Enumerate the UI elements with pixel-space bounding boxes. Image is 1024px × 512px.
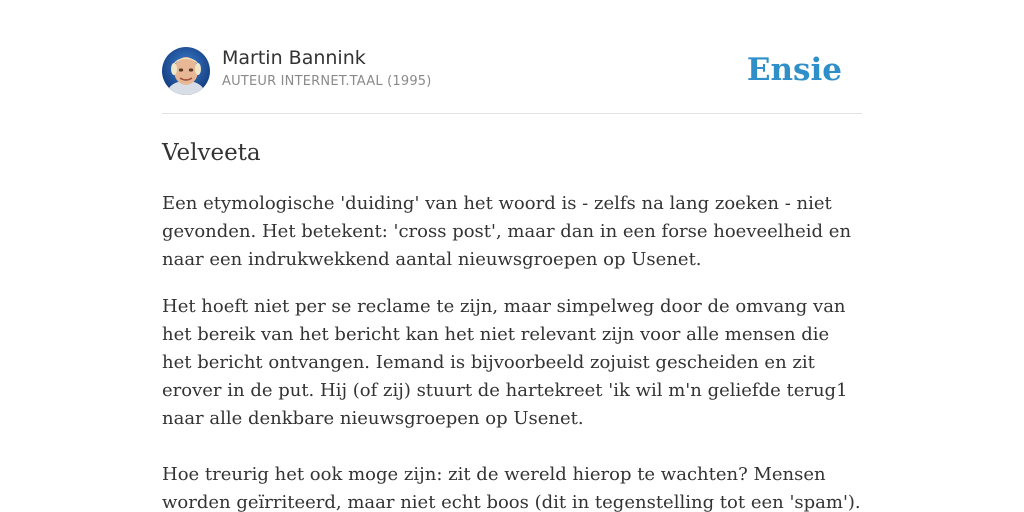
article-paragraph: Het hoeft niet per se reclame te zijn, maar simpelweg door de omvang van het bereik van het bericht kan het niet relevant zijn voor alle mensen die het bericht ontvangen. Iemand is bijvoorbeeld zojuist gescheiden en zit erover in de put. Hij (of zij) stuurt de hartekreet 'ik wil m'n geliefde terug1 naar alle denkbare nieuwsgroepen op Usenet. (162, 296, 848, 429)
header-divider (162, 113, 862, 114)
article-title: Velveeta (162, 140, 261, 166)
brand-logo[interactable]: Ensie (746, 52, 842, 88)
author-name[interactable]: Martin Bannink (222, 47, 366, 69)
article-paragraph: Hoe treurig het ook moge zijn: zit de wereld hierop te wachten? Mensen worden geïrriteerd, maar niet echt boos (dit in tegenstelling tot een 'spam'). (162, 464, 861, 512)
article (162, 136, 862, 512)
author-role: AUTEUR INTERNET.TAAL (1995) (222, 74, 432, 89)
article-paragraph: Een etymologische 'duiding' van het woord is - zelfs na lang zoeken - niet gevonden. Het betekent: 'cross post', maar dan in een forse hoeveelheid en naar een indrukwekkend aantal nieuwsgroepen op Usenet. (162, 193, 852, 270)
avatar-portrait-icon (162, 47, 210, 95)
author-header (162, 46, 862, 96)
author-avatar[interactable] (162, 47, 210, 95)
